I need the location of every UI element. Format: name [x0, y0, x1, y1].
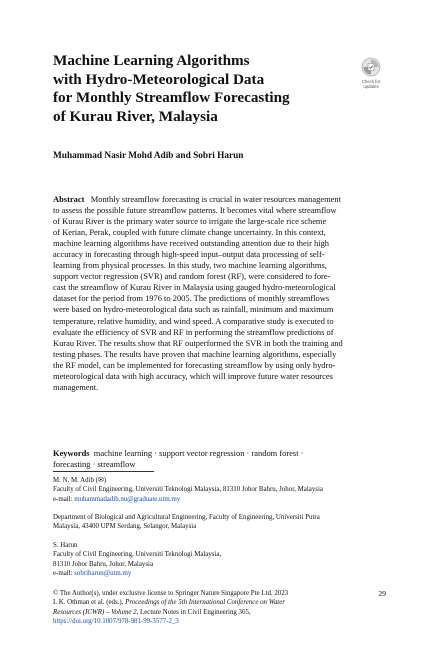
affiliation-line: Malaysia, 43400 UPM Serdang, Selangor, Malaysia [53, 523, 197, 531]
affiliation-author: S. Harun [53, 542, 78, 549]
affiliation-line: Faculty of Civil Engineering, Universiti Teknologi Malaysia, 81310 Johor Bahru, Johor, Malaysia [53, 486, 323, 494]
proceedings-volume: Resources (ICWR) – Volume 2 [53, 608, 137, 616]
author-email-link[interactable]: muhammadadib.nu@graduate.utm.my [74, 495, 181, 503]
abstract-line: learning from physical processes. In this study, two machine learning algorithms, [53, 260, 327, 271]
proceedings-title: Proceedings of the 5th International Conference on Water [125, 599, 285, 607]
affiliation-author: M. N. M. Adib (✉) [53, 477, 107, 484]
abstract-line: of Kerian, Perak, coupled with future climate change uncertainty. In this context, [53, 227, 326, 238]
citation-line [53, 598, 358, 607]
affiliation-email-line [53, 495, 393, 504]
copyright-line: © The Author(s), under exclusive license to Springer Nature Singapore Pte Ltd. 2023 [53, 590, 289, 597]
affiliation-line: Faculty of Civil Engineering, Universiti Teknologi Malaysia, [53, 551, 222, 559]
abstract-line: accuracy in forecasting through high-speed input–output data processing of self- [53, 249, 325, 260]
abstract-line: of Kurau River is the primary water source to irrigate the large-scale rice scheme [53, 216, 327, 227]
title-line: Machine Learning Algorithms [53, 52, 250, 69]
footnote-divider [53, 471, 154, 472]
paper-title [53, 52, 353, 126]
abstract-line: meteorological data with high accuracy, which will improve future water resources [53, 370, 333, 381]
doi-link[interactable]: https://doi.org/10.1007/978-981-99-3577-2_3 [53, 617, 179, 625]
abstract-line: management. [53, 381, 99, 392]
affiliation-block [53, 476, 393, 504]
abstract-line: testing phases. The results have proven that machine learning algorithms, especially [53, 348, 337, 359]
author-email-link[interactable]: sobriharun@utm.my [74, 569, 132, 577]
abstract-line: support vector regression (SVR) and random forest (RF), were considered to fore- [53, 271, 331, 282]
citation-line [53, 608, 358, 617]
title-line: with Hydro-Meteorological Data [53, 70, 265, 88]
page-number: 29 [378, 589, 386, 598]
abstract-line: the RF model, can be implemented for forecasting streamflow by using only hydro- [53, 359, 336, 370]
publication-footer [53, 589, 358, 626]
check-for-updates-icon [361, 57, 381, 79]
abstract-label: Abstract [53, 194, 85, 204]
check-for-updates-badge[interactable] [356, 57, 386, 95]
keywords-label: Keywords [53, 448, 90, 458]
author-list: Muhammad Nasir Mohd Adib and Sobri Harun [53, 151, 244, 161]
affiliation-block [53, 513, 393, 532]
email-prefix: e-mail: [53, 495, 75, 503]
editors-text: I. K. Othman et al. (eds.), [53, 599, 126, 607]
abstract-line: cast the streamflow of Kurau River in Malaysia using gauged hydro-meteorological [53, 282, 336, 293]
abstract-text: Monthly streamflow forecasting is crucial in water resources management [90, 194, 341, 204]
title-line: for Monthly Streamflow Forecasting [53, 89, 290, 107]
abstract-line: to assess the possible future streamflow patterns. It becomes vital where streamflow [53, 205, 337, 216]
abstract-line: Kurau River. The results show that RF outperformed the SVR in both the training and [53, 337, 343, 348]
series-text: , Lecture Notes in Civil Engineering 365, [136, 608, 251, 616]
abstract-line: evaluate the efficiency of SVR and RF in performing the streamflow predictions of [53, 326, 334, 337]
title-line: of Kurau River, Malaysia [53, 107, 218, 125]
keywords-text: machine learning · support vector regression · random forest · [93, 448, 304, 458]
abstract-line: were based on hydro-meteorological data such as rainfall, minimum and maximum [53, 304, 334, 315]
affiliation-line: Department of Biological and Agricultural Engineering, Faculty of Engineering, Universiti Putra [53, 514, 320, 521]
affiliation-email-line [53, 569, 393, 578]
abstract-line [53, 194, 386, 205]
affiliation-block [53, 541, 393, 578]
abstract-line: temperature, relative humidity, and wind speed. A comparative study is executed to [53, 315, 334, 326]
abstract-line: machine learning algorithms have received outstanding attention due to their high [53, 238, 330, 249]
email-prefix: e-mail: [53, 569, 75, 577]
badge-label [356, 80, 386, 89]
badge-line: updates [363, 83, 379, 89]
keywords-line: forecasting · streamflow [53, 459, 136, 470]
keywords [53, 448, 386, 470]
keywords-line [53, 448, 386, 459]
abstract-line: dataset for the period from 1976 to 2005. The predictions of monthly streamflows [53, 293, 330, 304]
abstract [53, 194, 386, 393]
affiliation-line: 81310 Johor Bahru, Johor, Malaysia [53, 560, 154, 568]
badge-line: Check for [361, 79, 381, 84]
